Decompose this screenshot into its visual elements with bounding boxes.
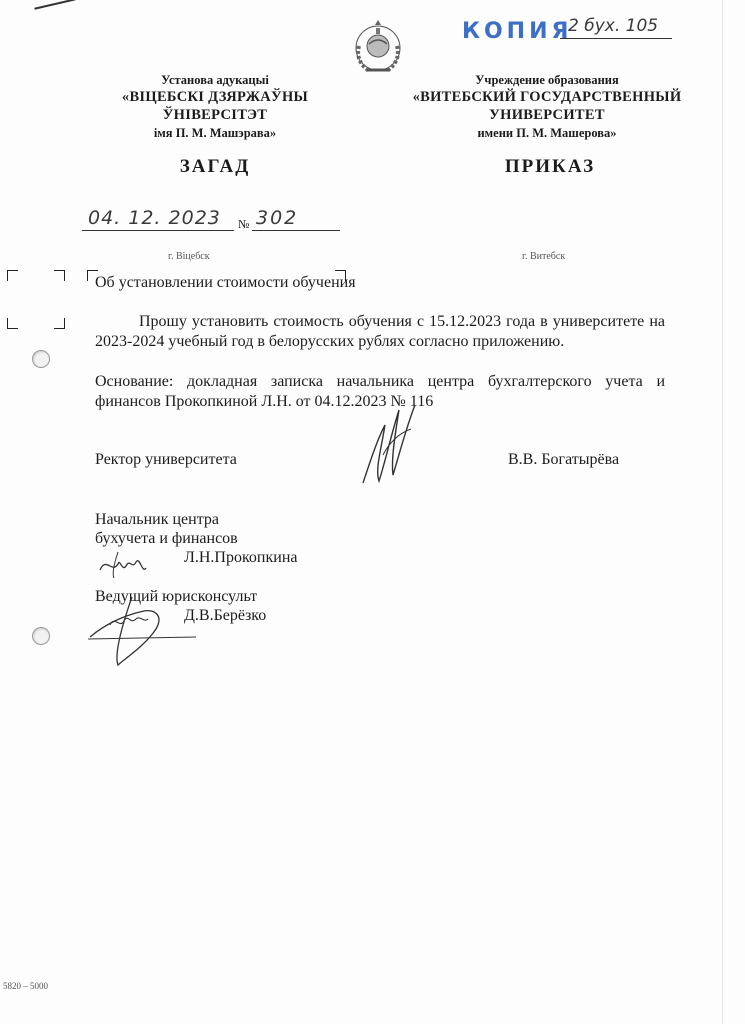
coat-of-arms-icon [347, 16, 409, 78]
stamp-underline [560, 38, 672, 39]
rector-name: В.В. Богатырёва [508, 451, 620, 468]
header-ru-line1: Учреждение образования [475, 73, 619, 87]
bracket-corner-bottom-left [7, 318, 18, 329]
header-russian [412, 72, 682, 141]
header-by-line3: ЎНІВЕРСІТЭТ [162, 107, 268, 123]
accounting-signature-icon [96, 548, 156, 580]
header-by-line4: імя П. М. Машэрава» [153, 126, 277, 140]
bracket-corner-bottom-right [54, 318, 65, 329]
city-by: г. Віцебск [168, 251, 210, 262]
header-by-line2: «ВІЦЕБСКІ ДЗЯРЖАЎНЫ [121, 89, 309, 105]
rector-signature-icon [355, 395, 425, 490]
rector-title: Ректор университета [95, 451, 237, 468]
handwritten-reference: 2 бух. 105 [568, 16, 659, 36]
header-ru-line4: имени П. М. Машерова» [477, 126, 617, 140]
bracket-corner-top-right [54, 270, 65, 281]
order-date: 04. 12. 2023 [88, 207, 221, 229]
accounting-title-2: бухучета и финансов [95, 530, 238, 547]
order-subject: Об установлении стоимости обучения [95, 274, 356, 291]
header-ru-line2: «ВИТЕБСКИЙ ГОСУДАРСТВЕННЫЙ [412, 89, 682, 105]
header-by-line1: Установа адукацыі [161, 73, 269, 87]
number-sign: № [238, 217, 250, 231]
header-ru-line3: УНИВЕРСИТЕТ [489, 107, 605, 123]
lawyer-signature-icon [84, 585, 199, 670]
lawyer-title: Ведущий юрисконсульт [95, 588, 258, 605]
order-basis: Основание: докладная записка начальника центра бухгалтерского учета и финансов Прокопкиной Л.Н. от 04.12.2023 № 116 [95, 373, 665, 410]
title-prikaz: ПРИКАЗ [504, 156, 596, 177]
order-number: 302 [256, 207, 299, 229]
accounting-title-1: Начальник центра [95, 511, 219, 528]
scan-mark [34, 0, 75, 10]
punch-hole-bottom [32, 627, 50, 645]
number-underline [252, 230, 340, 231]
date-underline [82, 230, 234, 231]
title-zagad: ЗАГАД [179, 156, 251, 177]
punch-hole-top [32, 350, 50, 368]
scan-edge [722, 0, 723, 1024]
city-ru: г. Витебск [522, 251, 566, 262]
print-code: 5820 – 5000 [3, 981, 48, 991]
order-body-paragraph: Прошу установить стоимость обучения с 15.12.2023 года в университете на 2023-2024 учебный год в белорусских рублях согласно приложению. [95, 313, 665, 350]
lawyer-name: Д.В.Берёзко [184, 607, 267, 624]
copy-stamp: КОПИЯ [462, 19, 573, 44]
header-belarusian [95, 72, 335, 141]
bracket-corner-top-left [7, 270, 18, 281]
accounting-name: Л.Н.Прокопкина [184, 549, 298, 566]
